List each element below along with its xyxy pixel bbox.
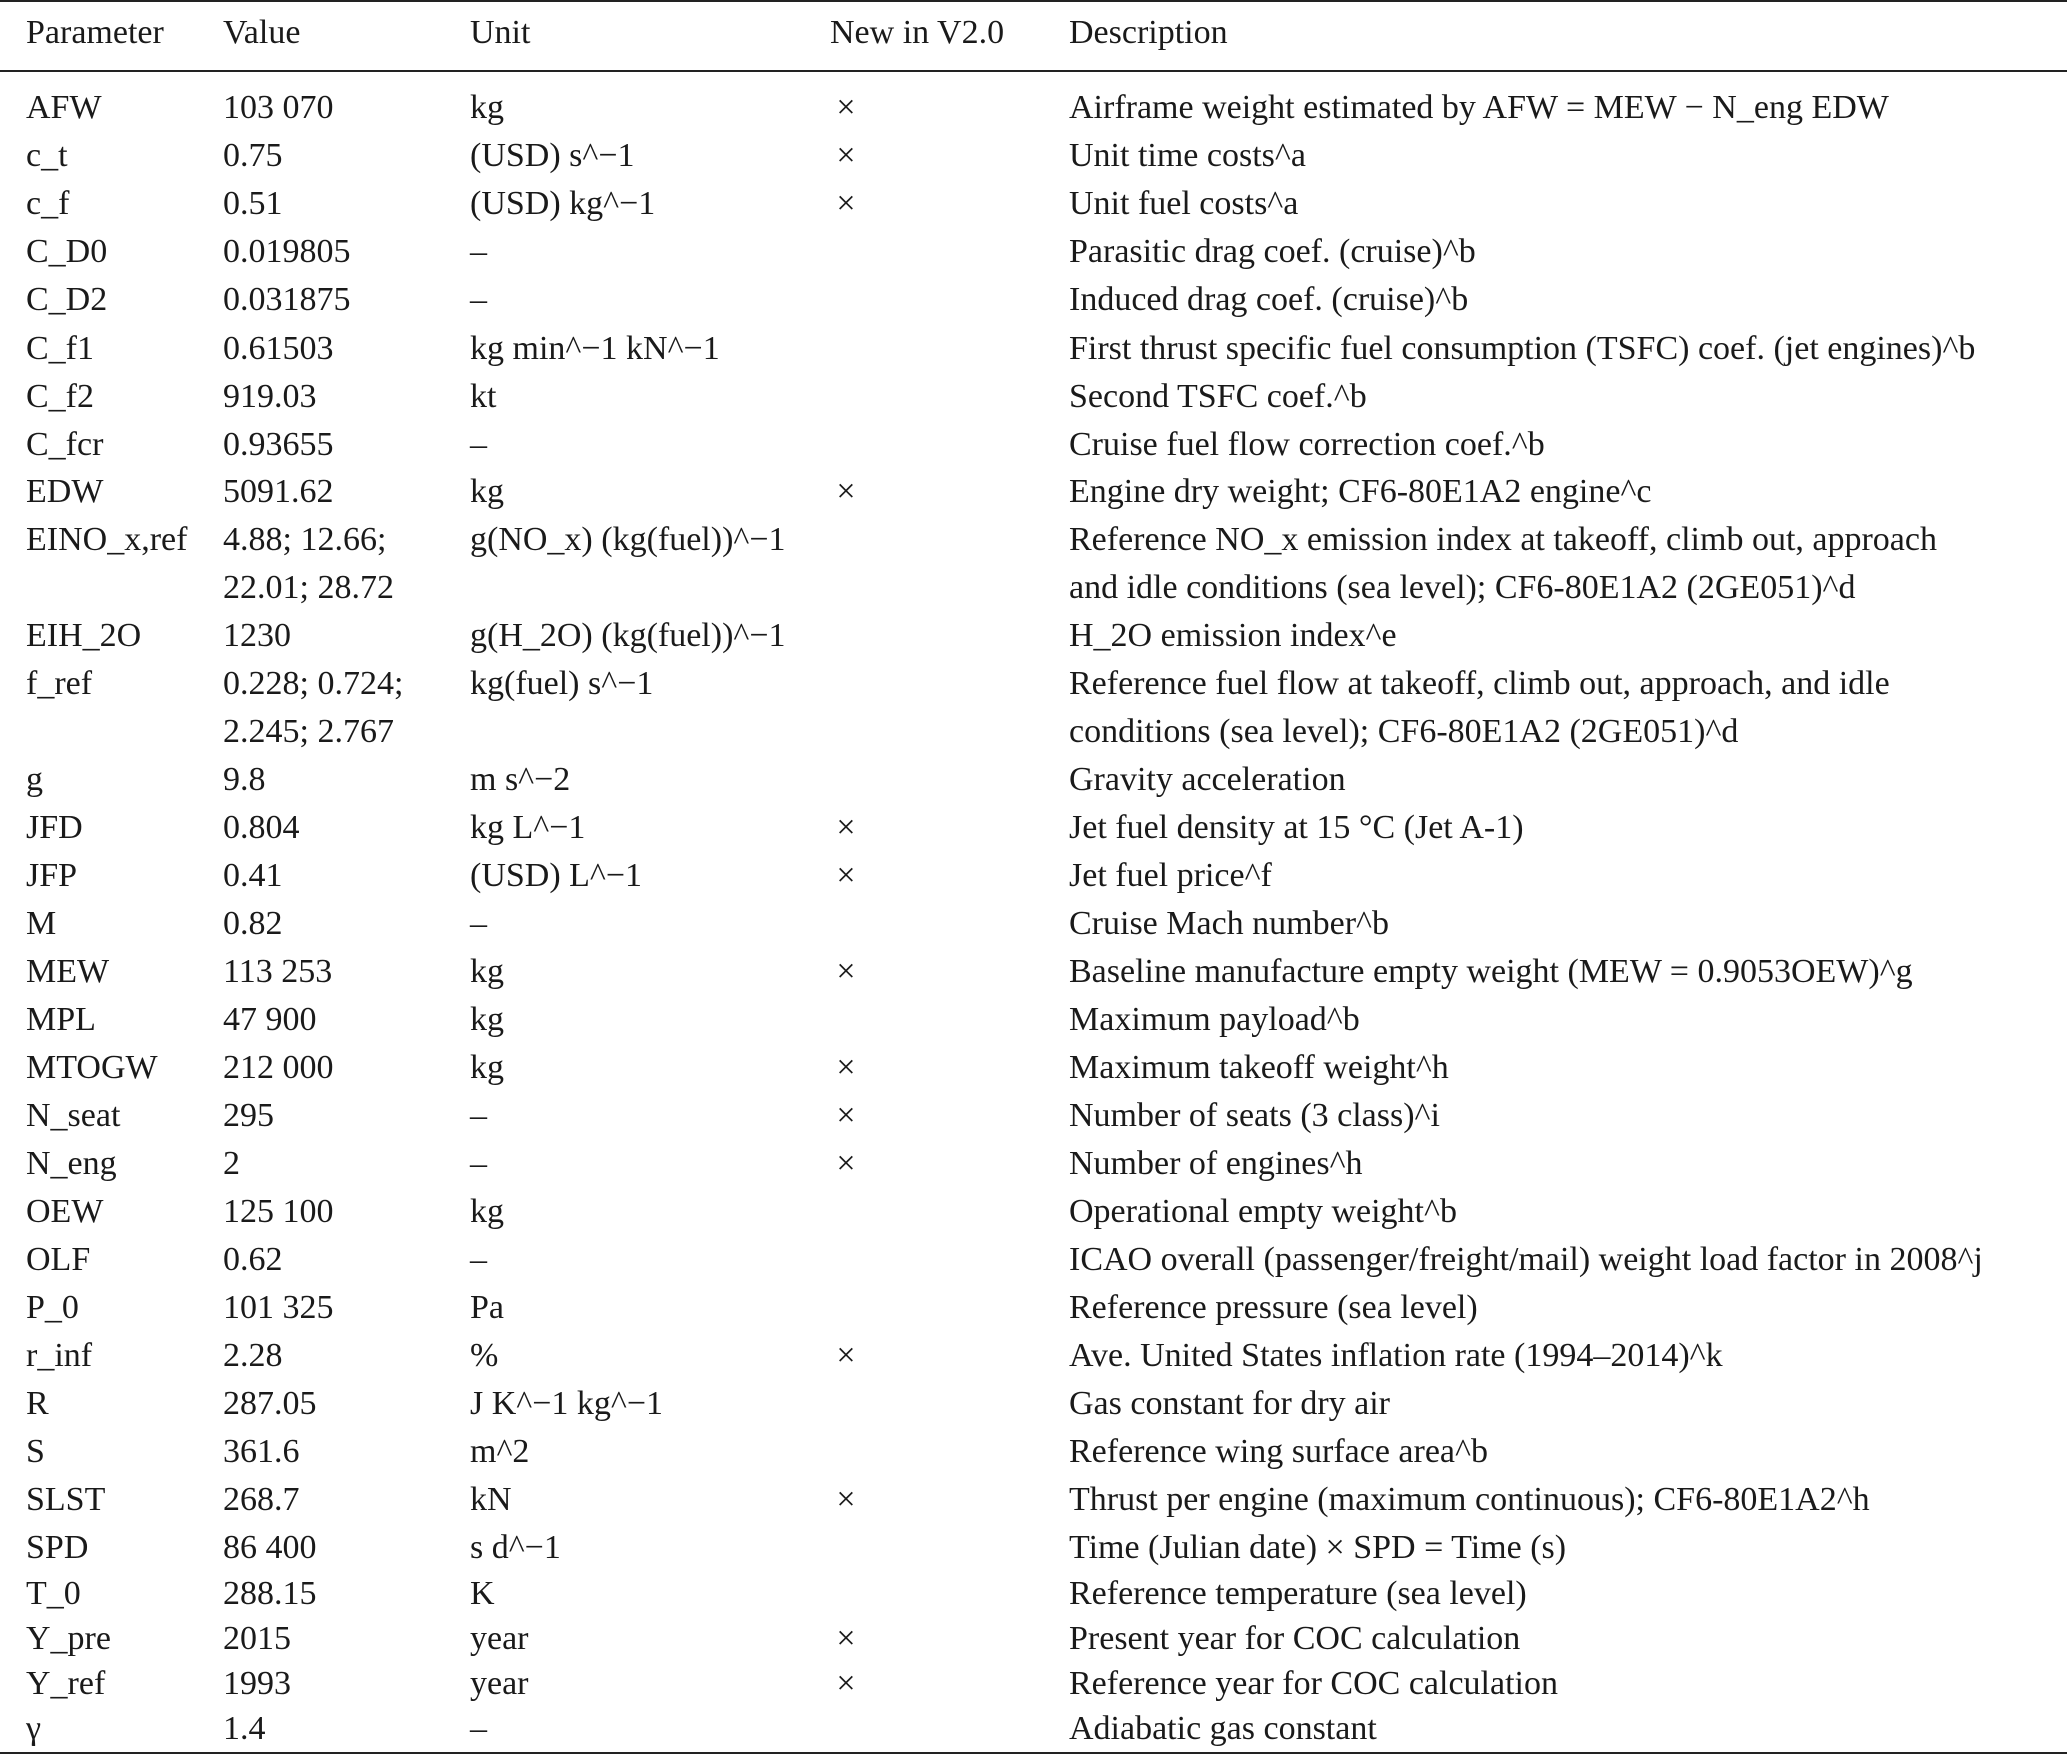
table-cell-description: Jet fuel price^f [1069, 857, 1272, 894]
table-cell-description: Present year for COC calculation [1069, 1620, 1521, 1657]
table-cell-parameter: MTOGW [26, 1049, 158, 1086]
table-cell-unit: (USD) s^−1 [470, 137, 635, 174]
table-cell-parameter: SPD [26, 1529, 89, 1566]
table-cell-parameter: P_0 [26, 1289, 79, 1326]
table-cell-unit: g(NO_x) (kg(fuel))^−1 [470, 521, 786, 558]
table-cell-unit: – [470, 281, 487, 318]
table-cell-value: 2015 [223, 1620, 291, 1657]
table-cell-description: Unit fuel costs^a [1069, 185, 1299, 222]
table-cell-unit: kg [470, 1001, 504, 1038]
table-cell-parameter: OLF [26, 1241, 91, 1278]
table-cell-value: 288.15 [223, 1575, 317, 1612]
table-cell-parameter: c_f [26, 185, 70, 222]
table-cell-unit: % [470, 1337, 499, 1374]
table-cell-parameter: Y_ref [26, 1665, 106, 1702]
table-cell-description: Cruise fuel flow correction coef.^b [1069, 426, 1545, 463]
table-cell-parameter: C_f1 [26, 330, 94, 367]
table-cell-new-mark: × [836, 89, 856, 126]
table-cell-description: Airframe weight estimated by AFW = MEW − N_eng EDW [1069, 89, 1889, 126]
table-cell-unit: kg [470, 473, 504, 510]
table-cell-description: Number of seats (3 class)^i [1069, 1097, 1440, 1134]
table-cell-parameter: EIH_2O [26, 617, 142, 654]
bottom-rule [0, 1752, 2067, 1754]
table-cell-description: Maximum payload^b [1069, 1001, 1360, 1038]
table-cell-description: Jet fuel density at 15 °C (Jet A-1) [1069, 809, 1524, 846]
table-cell-description: Thrust per engine (maximum continuous); CF6-80E1A2^h [1069, 1481, 1870, 1518]
header-new-in-v2: New in V2.0 [830, 14, 1005, 51]
table-cell-value: 1993 [223, 1665, 291, 1702]
table-cell-value: 1.4 [223, 1710, 266, 1747]
table-cell-value: 86 400 [223, 1529, 317, 1566]
table-cell-value: 0.804 [223, 809, 300, 846]
table-cell-value: 361.6 [223, 1433, 300, 1470]
header-description: Description [1069, 14, 1228, 51]
table-cell-unit: kg [470, 953, 504, 990]
table-cell-value: 0.51 [223, 185, 283, 222]
table-cell-new-mark: × [836, 1481, 856, 1518]
table-cell-parameter: f_ref [26, 665, 93, 702]
table-cell-value: 2.28 [223, 1337, 283, 1374]
table-cell-unit: m^2 [470, 1433, 530, 1470]
table-cell-unit: Pa [470, 1289, 504, 1326]
table-cell-new-mark: × [836, 953, 856, 990]
table-cell-unit: kg [470, 89, 504, 126]
table-cell-unit: – [470, 1241, 487, 1278]
table-cell-parameter: R [26, 1385, 49, 1422]
table-cell-new-mark: × [836, 473, 856, 510]
table-cell-unit: g(H_2O) (kg(fuel))^−1 [470, 617, 786, 654]
table-cell-value: 268.7 [223, 1481, 300, 1518]
header-value: Value [223, 14, 301, 51]
table-cell-value: 9.8 [223, 761, 266, 798]
table-cell-new-mark: × [836, 1049, 856, 1086]
table-cell-unit: kN [470, 1481, 512, 1518]
table-cell-parameter: C_fcr [26, 426, 104, 463]
table-cell-unit: kt [470, 378, 497, 415]
table-cell-new-mark: × [836, 1097, 856, 1134]
table-cell-value: 0.93655 [223, 426, 334, 463]
table-cell-unit: (USD) L^−1 [470, 857, 643, 894]
table-cell-value: 295 [223, 1097, 274, 1134]
table-cell-unit: s d^−1 [470, 1529, 561, 1566]
table-cell-parameter: JFD [26, 809, 83, 846]
table-cell-description: Time (Julian date) × SPD = Time (s) [1069, 1529, 1567, 1566]
table-cell-unit: year [470, 1665, 529, 1702]
table-cell-unit: – [470, 426, 487, 463]
table-cell-unit: kg L^−1 [470, 809, 586, 846]
table-cell-parameter: EINO_x,ref [26, 521, 188, 558]
table-cell-value: 4.88; 12.66; 22.01; 28.72 [223, 521, 394, 606]
table-cell-description: Cruise Mach number^b [1069, 905, 1389, 942]
table-cell-description: Operational empty weight^b [1069, 1193, 1457, 1230]
header-parameter: Parameter [26, 14, 164, 51]
table-cell-value: 287.05 [223, 1385, 317, 1422]
table-cell-description: Gravity acceleration [1069, 761, 1346, 798]
table-cell-value: 0.75 [223, 137, 283, 174]
table-cell-parameter: T_0 [26, 1575, 81, 1612]
table-cell-unit: kg(fuel) s^−1 [470, 665, 654, 702]
table-cell-description: Baseline manufacture empty weight (MEW = 0.9053OEW)^g [1069, 953, 1913, 990]
table-cell-description: Number of engines^h [1069, 1145, 1363, 1182]
table-cell-value: 103 070 [223, 89, 334, 126]
table-cell-description: ICAO overall (passenger/freight/mail) weight load factor in 2008^j [1069, 1241, 1983, 1278]
table-cell-description: H_2O emission index^e [1069, 617, 1397, 654]
table-cell-parameter: MEW [26, 953, 110, 990]
table-cell-new-mark: × [836, 185, 856, 222]
table-cell-value: 2 [223, 1145, 240, 1182]
table-cell-unit: – [470, 1145, 487, 1182]
table-cell-unit: – [470, 1710, 487, 1747]
table-cell-value: 101 325 [223, 1289, 334, 1326]
table-cell-description: Reference year for COC calculation [1069, 1665, 1558, 1702]
table-row [0, 660, 2067, 756]
table-cell-new-mark: × [836, 1145, 856, 1182]
table-cell-value: 0.62 [223, 1241, 283, 1278]
table-cell-description: Reference wing surface area^b [1069, 1433, 1488, 1470]
table-cell-parameter: S [26, 1433, 45, 1470]
table-cell-unit: kg min^−1 kN^−1 [470, 330, 720, 367]
table-cell-parameter: JFP [26, 857, 78, 894]
table-cell-parameter: SLST [26, 1481, 106, 1518]
table-cell-description: Reference fuel flow at takeoff, climb out, approach, and idle conditions (sea level); CF6-80E1A2 (2GE051)^d [1069, 665, 1890, 750]
table-cell-value: 0.61503 [223, 330, 334, 367]
table-cell-description: Reference pressure (sea level) [1069, 1289, 1478, 1326]
table-cell-unit: (USD) kg^−1 [470, 185, 656, 222]
table-cell-new-mark: × [836, 809, 856, 846]
table-cell-new-mark: × [836, 137, 856, 174]
table-cell-description: Second TSFC coef.^b [1069, 378, 1367, 415]
table-cell-value: 0.82 [223, 905, 283, 942]
table-cell-value: 5091.62 [223, 473, 334, 510]
table-cell-parameter: EDW [26, 473, 104, 510]
header-rule [0, 70, 2067, 72]
table-cell-unit: K [470, 1575, 495, 1612]
table-cell-new-mark: × [836, 857, 856, 894]
table-cell-value: 113 253 [223, 953, 333, 990]
table-cell-unit: m s^−2 [470, 761, 571, 798]
table-cell-value: 47 900 [223, 1001, 317, 1038]
table-cell-parameter: MPL [26, 1001, 96, 1038]
table-cell-value: 125 100 [223, 1193, 334, 1230]
table-cell-description: Engine dry weight; CF6-80E1A2 engine^c [1069, 473, 1652, 510]
table-cell-description: Induced drag coef. (cruise)^b [1069, 281, 1469, 318]
table-cell-parameter: γ [26, 1710, 42, 1747]
table-cell-parameter: N_eng [26, 1145, 117, 1182]
table-cell-description: Ave. United States inflation rate (1994–2014)^k [1069, 1337, 1723, 1374]
table-cell-parameter: M [26, 905, 57, 942]
table-cell-parameter: r_inf [26, 1337, 93, 1374]
table-cell-new-mark: × [836, 1337, 856, 1374]
table-cell-new-mark: × [836, 1665, 856, 1702]
table-cell-description: Parasitic drag coef. (cruise)^b [1069, 233, 1476, 270]
table-cell-parameter: AFW [26, 89, 102, 126]
table-cell-parameter: C_D2 [26, 281, 108, 318]
header-row [0, 9, 2067, 57]
table-cell-unit: J K^−1 kg^−1 [470, 1385, 664, 1422]
top-rule [0, 0, 2067, 2]
table-cell-parameter: C_f2 [26, 378, 94, 415]
table-cell-value: 0.228; 0.724; 2.245; 2.767 [223, 665, 404, 750]
table-cell-value: 919.03 [223, 378, 317, 415]
table-cell-parameter: g [26, 761, 43, 798]
table-cell-description: Maximum takeoff weight^h [1069, 1049, 1449, 1086]
table-cell-description: Reference temperature (sea level) [1069, 1575, 1527, 1612]
table-cell-description: First thrust specific fuel consumption (TSFC) coef. (jet engines)^b [1069, 330, 1976, 367]
table-cell-parameter: N_seat [26, 1097, 121, 1134]
table-cell-parameter: OEW [26, 1193, 104, 1230]
table-cell-value: 0.41 [223, 857, 283, 894]
table-cell-description: Unit time costs^a [1069, 137, 1306, 174]
table-cell-description: Adiabatic gas constant [1069, 1710, 1377, 1747]
table-cell-value: 0.019805 [223, 233, 351, 270]
table-cell-value: 1230 [223, 617, 291, 654]
table-cell-value: 212 000 [223, 1049, 334, 1086]
table-cell-unit: – [470, 233, 487, 270]
table-cell-parameter: C_D0 [26, 233, 108, 270]
table-cell-unit: – [470, 1097, 487, 1134]
table-cell-description: Reference NO_x emission index at takeoff, climb out, approach and idle conditions (sea level); CF6-80E1A2 (2GE051)^d [1069, 521, 1937, 606]
header-unit: Unit [470, 14, 531, 51]
table-cell-new-mark: × [836, 1620, 856, 1657]
table-cell-parameter: Y_pre [26, 1620, 111, 1657]
table-cell-unit: – [470, 905, 487, 942]
table-cell-value: 0.031875 [223, 281, 351, 318]
table-cell-description: Gas constant for dry air [1069, 1385, 1391, 1422]
table-cell-unit: kg [470, 1193, 504, 1230]
table-cell-unit: kg [470, 1049, 504, 1086]
table-cell-parameter: c_t [26, 137, 68, 174]
table-cell-unit: year [470, 1620, 529, 1657]
table-row [0, 516, 2067, 612]
